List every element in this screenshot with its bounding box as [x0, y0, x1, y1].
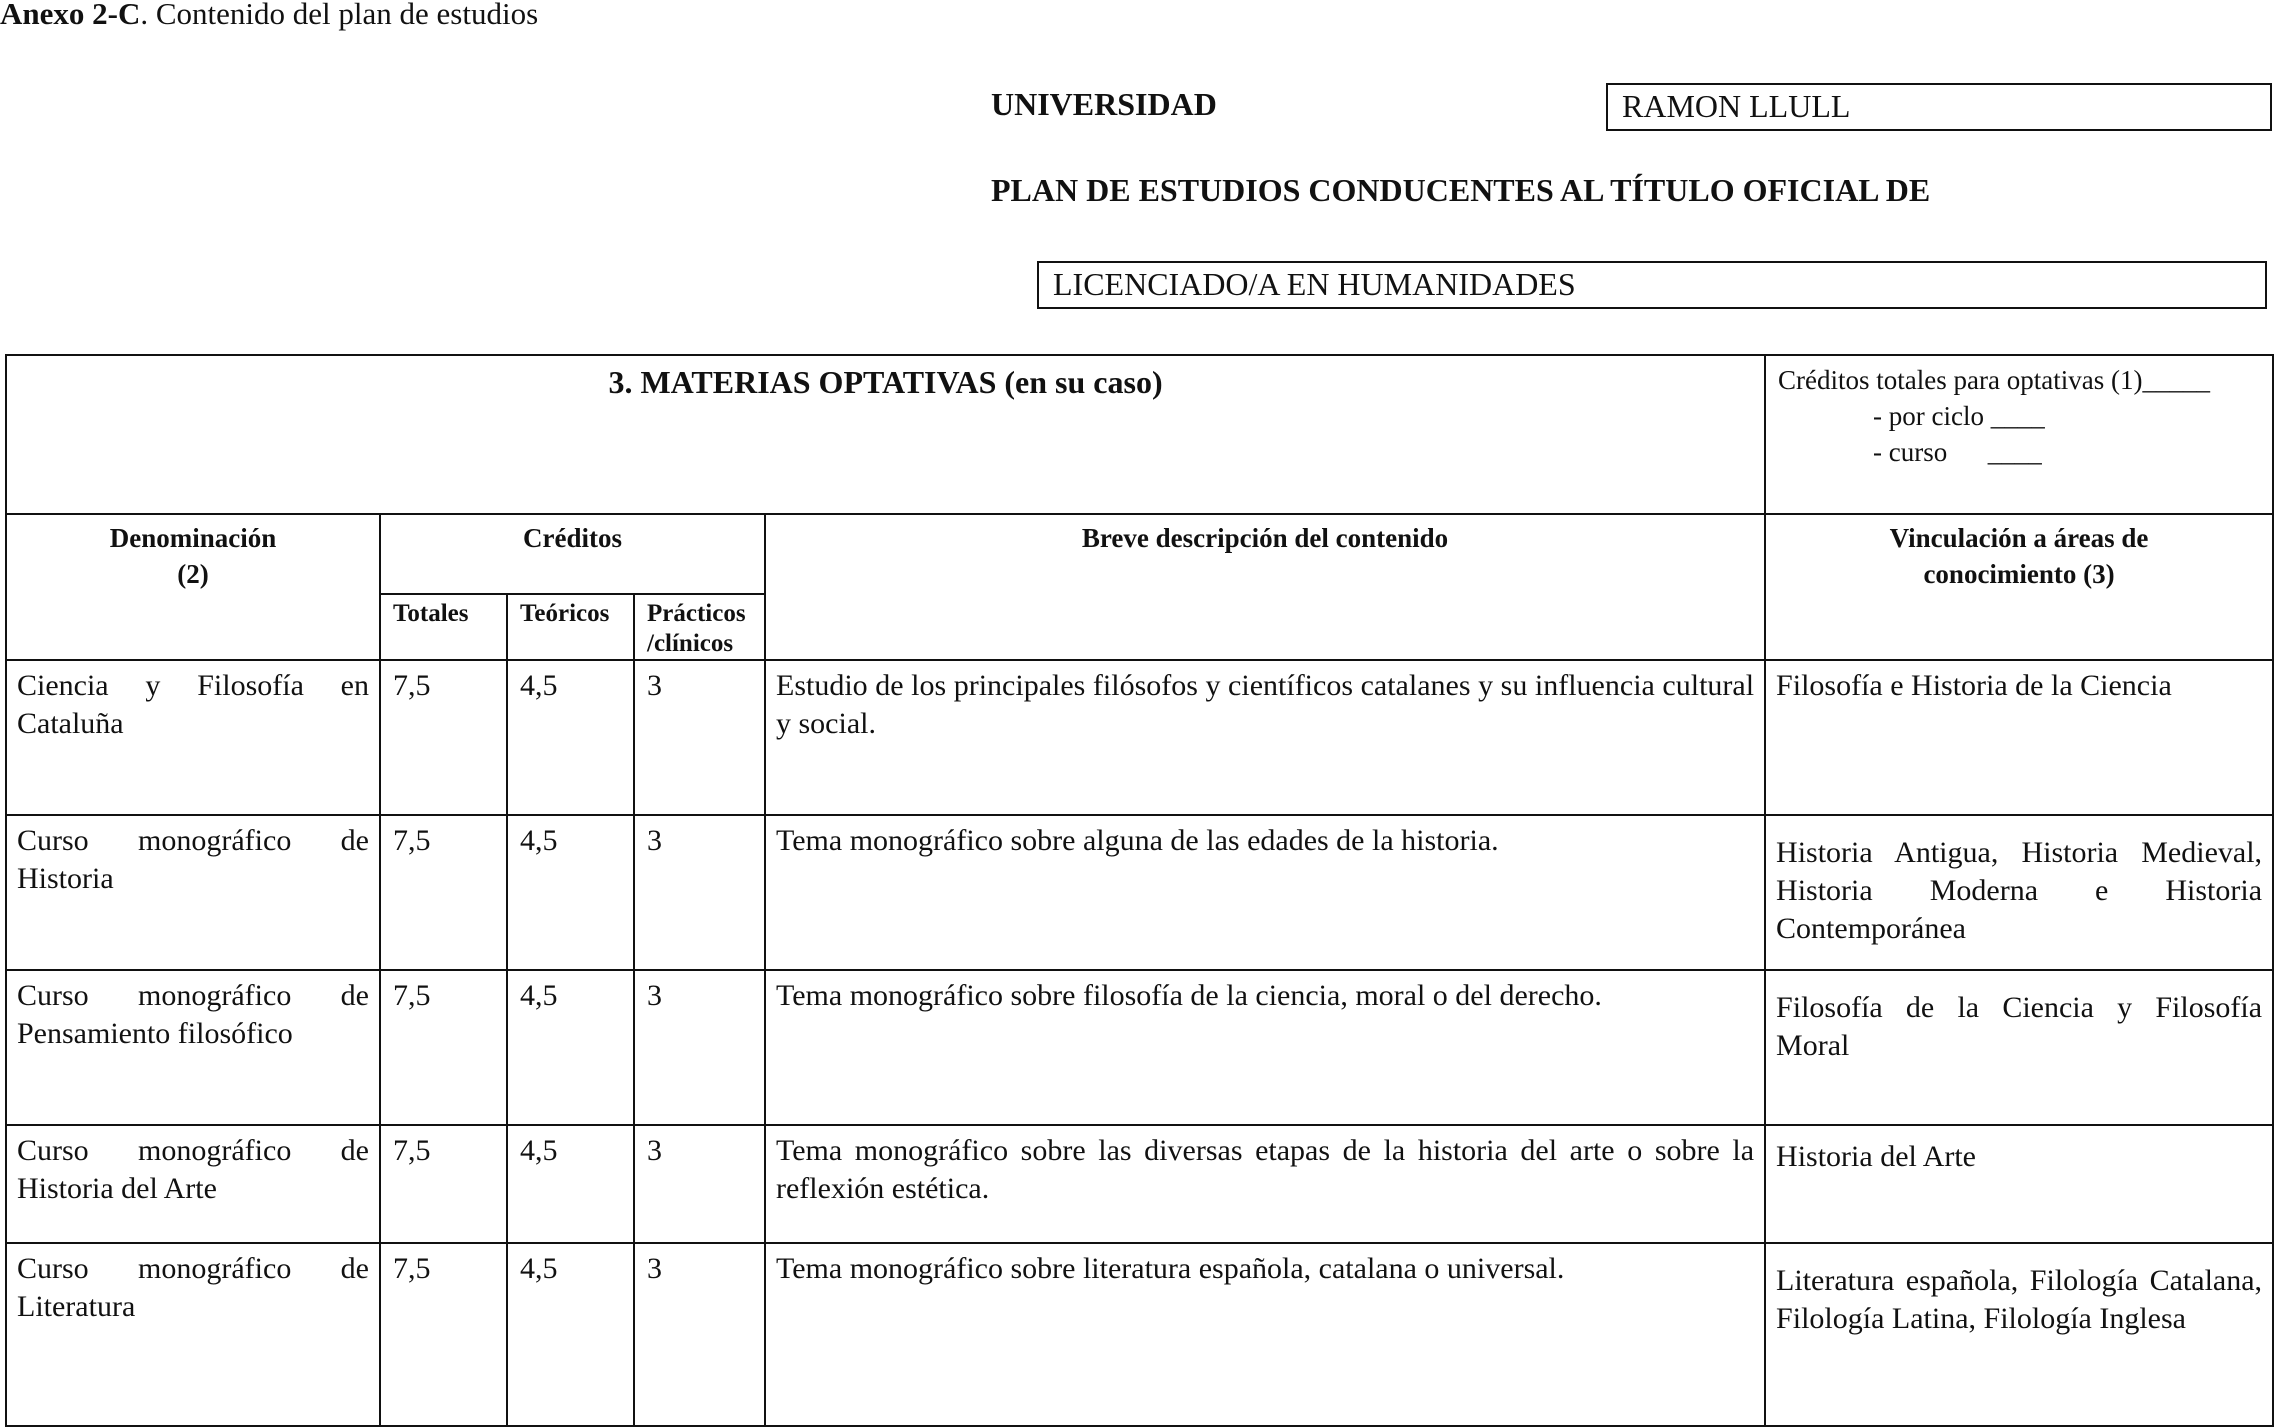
credits-totales: 7,5: [380, 970, 507, 1125]
credits-per-cycle: - por ciclo ____: [1873, 401, 2045, 431]
subject-name: Curso monográfico de Historia: [6, 815, 380, 970]
credits-practicos: 3: [634, 660, 765, 815]
col-header-descripcion: Breve descripción del contenido: [765, 514, 1765, 660]
university-label: UNIVERSIDAD: [991, 86, 1217, 122]
knowledge-area: Filosofía de la Ciencia y Filosofía Moral: [1765, 970, 2273, 1125]
annex-heading: [0, 0, 538, 32]
knowledge-area: Literatura española, Filología Catalana, Filología Latina, Filología Inglesa: [1765, 1243, 2273, 1426]
content-description: Tema monográfico sobre alguna de las edades de la historia.: [765, 815, 1765, 970]
subject-name: Ciencia y Filosofía en Cataluña: [6, 660, 380, 815]
credits-course: - curso ____: [1873, 437, 2042, 467]
credits-totales: 7,5: [380, 1125, 507, 1243]
table-row: [6, 1243, 2273, 1426]
knowledge-area: Historia del Arte: [1765, 1125, 2273, 1243]
col-header-practicos: [634, 594, 765, 660]
practicos-note: /clínicos: [647, 630, 734, 657]
subject-name: Curso monográfico de Pensamiento filosófico: [6, 970, 380, 1125]
content-description: Tema monográfico sobre filosofía de la ciencia, moral o del derecho.: [765, 970, 1765, 1125]
vinculacion-note: conocimiento (3): [1923, 559, 2115, 589]
content-description: Tema monográfico sobre literatura española, catalana o universal.: [765, 1243, 1765, 1426]
annex-title: . Contenido del plan de estudios: [140, 0, 539, 31]
credits-teoricos: 4,5: [507, 815, 634, 970]
credits-teoricos: 4,5: [507, 660, 634, 815]
practicos-label: Prácticos: [647, 600, 746, 627]
denominacion-note: (2): [177, 559, 209, 589]
annex-label: Anexo 2-C: [0, 0, 141, 31]
denominacion-label: Denominación: [109, 523, 277, 553]
col-header-vinculacion: [1765, 514, 2273, 660]
credits-practicos: 3: [634, 970, 765, 1125]
university-field: RAMON LLULL: [1606, 83, 2272, 131]
col-header-totales: Totales: [380, 594, 507, 660]
credits-total-line: Créditos totales para optativas (1)_____: [1778, 365, 2210, 395]
col-header-denominacion: [6, 514, 380, 660]
credits-teoricos: 4,5: [507, 1125, 634, 1243]
col-header-teoricos: Teóricos: [507, 594, 634, 660]
section-title: 3. MATERIAS OPTATIVAS (en su caso): [6, 355, 1765, 514]
credits-totales: 7,5: [380, 815, 507, 970]
table-row: [6, 815, 2273, 970]
content-description: Estudio de los principales filósofos y científicos catalanes y su influencia cultural y social.: [765, 660, 1765, 815]
credits-teoricos: 4,5: [507, 1243, 634, 1426]
table-row: [6, 660, 2273, 815]
plan-title: PLAN DE ESTUDIOS CONDUCENTES AL TÍTULO OFICIAL DE: [991, 172, 1931, 208]
optional-subjects-table: [5, 354, 2274, 1427]
knowledge-area: Historia Antigua, Historia Medieval, Historia Moderna e Historia Contemporánea: [1765, 815, 2273, 970]
subject-name: Curso monográfico de Literatura: [6, 1243, 380, 1426]
subject-name: Curso monográfico de Historia del Arte: [6, 1125, 380, 1243]
table-row: [6, 1125, 2273, 1243]
degree-field: LICENCIADO/A EN HUMANIDADES: [1037, 261, 2267, 309]
vinculacion-label: Vinculación a áreas de: [1889, 523, 2149, 553]
knowledge-area: Filosofía e Historia de la Ciencia: [1765, 660, 2273, 815]
credits-total-box: [1765, 355, 2273, 514]
col-header-creditos: Créditos: [380, 514, 765, 594]
credits-totales: 7,5: [380, 660, 507, 815]
table-row: [6, 970, 2273, 1125]
credits-totales: 7,5: [380, 1243, 507, 1426]
credits-teoricos: 4,5: [507, 970, 634, 1125]
credits-practicos: 3: [634, 1125, 765, 1243]
credits-practicos: 3: [634, 1243, 765, 1426]
content-description: Tema monográfico sobre las diversas etapas de la historia del arte o sobre la reflexión estética.: [765, 1125, 1765, 1243]
credits-practicos: 3: [634, 815, 765, 970]
